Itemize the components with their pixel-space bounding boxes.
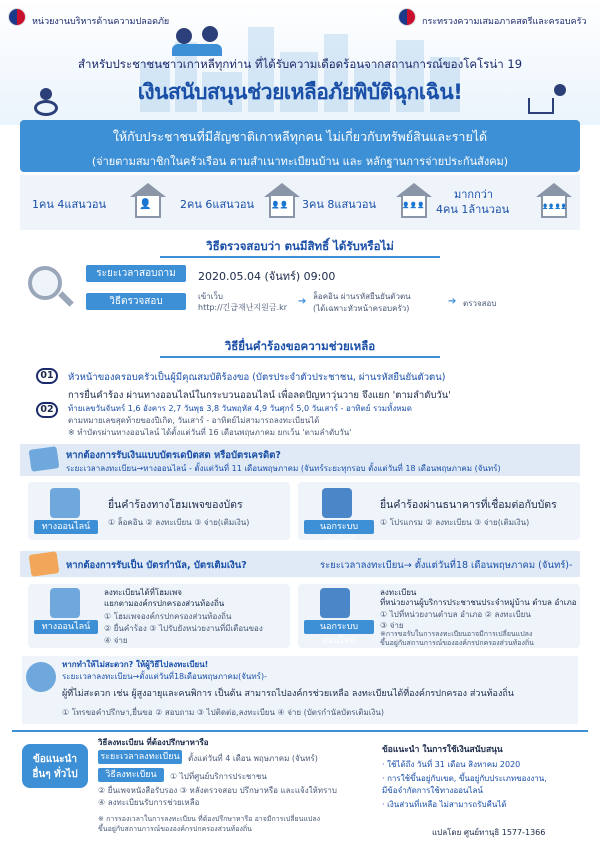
period-value: 2020.05.04 (จันทร์) 09:00	[198, 270, 336, 283]
gift-online-step2: ② ยื่นคำร้อง ③ ไปรับยังหน่วยงานที่มีเตือนของ	[104, 624, 263, 633]
credit-offline-steps: ① โปรแกรม ② ลงทะเบียน ③ จ่าย(เติมเงิน)	[380, 518, 530, 527]
usage-item-2: · การใช้ขึ้นอยู่กับเขต, ขึ้นอยู่กับประเภทของงาน,	[382, 774, 547, 783]
offline-tag: นอกระบบออนไลน์	[304, 520, 374, 534]
usage-item-1: · ใช้ได้ถึง วันที่ 31 เดือน สิงหาคม 2020	[382, 760, 521, 769]
monitor-icon	[50, 488, 80, 518]
online-tag: ทางออนไลน์	[34, 520, 98, 534]
footer-note2: ขึ้นอยู่กับสถานการณ์ขององค์กรปกครองส่วนท้องถิ่น	[98, 825, 252, 833]
credit-card-icon	[29, 446, 60, 472]
credit-subtitle: ระยะเวลาลงทะเบียน→ทางออนไลน์ - ตั้งแต่วันที่ 11 เดือนพฤษภาคม (จันทร์ระยะทุกรอบ ตั้งแต่วันที่ 18 เดือนพฤษภาคม (จันทร์)	[66, 464, 501, 473]
footer-step2: ② ยื่นเพจหนังสือรับรอง ③ หลังตรวจสอบ ปรึกษาหรือ และแจ้งให้ทราบ	[98, 786, 337, 795]
credit-card-band	[20, 444, 580, 476]
family-2-label: 2คน 6แสนวอน	[180, 198, 254, 211]
tip-label-1: ข้อแนะนำ	[33, 754, 77, 765]
right-org-name: กระทรวงความเสมอภาคสตรีและครอบครัว	[422, 17, 587, 27]
visit-subtitle: ระยะเวลาลงทะเบียน→ตั้งแต่วันที่18เดือนพฤษภาคม(จันทร์)-	[62, 672, 267, 681]
left-org-name: หน่วยงานบริหารด้านความปลอดภัย	[32, 17, 170, 27]
footer-period-tag: ระยะเวลาลงทะเบียน	[98, 750, 182, 764]
tip-badge	[22, 744, 88, 788]
online-tag: ทางออนไลน์	[34, 620, 98, 634]
gift-offline-title2: ที่หน่วยงานผู้บริการประชาชนประจำหมู่บ้าน ตำบล อำเภอ	[380, 598, 577, 607]
visit-body: ผู้ที่ไม่สะดวก เช่น ผู้สูงอายุและคนพิการ เป็นต้น สามารถไปองค์กรช่วยเหลือ ลงทะเบียนได้ที่องค์กรปกครอง ส่วนท้องถิ่น	[62, 689, 514, 699]
gift-online-title1: ลงทะเบียนได้ที่โฮมเพจ	[104, 588, 182, 597]
apply-step2-note: ตามหมายเลขสุดท้ายของปีเกิด, วันเสาร์ - อาทิตย์ไม่สามารถลงทะเบียนได้	[68, 416, 320, 425]
offline-tag: นอกระบบออนไลน์	[304, 620, 374, 634]
footer-step3: ④ ลงทะเบียนรับการช่วยเหลือ	[98, 798, 200, 807]
hero-title: เงินสนับสนุนช่วยเหลือภัยพิบัติฉุกเฉิน!	[137, 80, 463, 104]
footer-note1: ※ การรองเวลาในการลงทะเบียน ที่ต้องปรึกษาหารือ อาจมีการเปลี่ยนแปลง	[98, 815, 321, 823]
gift-offline-step1: ① ไปที่หน่วยงานตำบล อำเภอ ② ลงทะเบียน	[380, 610, 531, 619]
translation-credit: แปลโดย ศูนย์ทานุธิ 1577-1366	[432, 828, 546, 837]
apply-step2-text: การยื่นคำร้อง ผ่านทางออนไลน์ในกระบวนออนไลน์ เพื่อลดปัญหาวุ่นวาย จึงแยก 'ตามลำดับวัน'	[68, 390, 451, 401]
gift-online-step1: ① โฮมเพจองค์กรปกครองส่วนท้องถิ่น	[104, 612, 232, 621]
credit-online-card	[28, 482, 290, 540]
period-tag: ระยะเวลาสอบถาม	[86, 265, 186, 282]
family-4-label-top: มากกว่า	[454, 188, 494, 201]
arrow-right-icon: ➔	[298, 296, 307, 307]
government-emblem-icon	[398, 8, 416, 26]
family-1-label: 1คน 4แสนวอน	[32, 198, 106, 211]
house-icon: 👤👤👤	[396, 183, 432, 219]
wheelchair-icon	[26, 662, 56, 692]
family-4-label-bottom: 4คน 1ล้านวอน	[436, 203, 510, 216]
apply-step1-text: หัวหน้าของครอบครัวเป็นผู้มีคุณสมบัติร้องขอ (บัตรประจำตัวประชาชน, ผ่านรหัสยืนยันตัวตน)	[68, 372, 446, 383]
footer-step1: ① ไปที่ศูนย์บริการประชาชน	[170, 772, 267, 781]
step-number-02: 02	[36, 402, 58, 418]
gift-offline-card	[298, 584, 580, 648]
family-amounts	[20, 175, 580, 230]
apply-step2-detail: ท้ายเลขวันจันทร์ 1,6 อังคาร 2,7 วันพุธ 3,8 วันพฤหัส 4,9 วันศุกร์ 5,0 วันเสาร์ - อาทิตย์ รวมทั้งหมด	[68, 404, 412, 413]
gift-card-band	[20, 551, 580, 577]
website-link[interactable]: http://긴급재난지원금.kr	[198, 303, 288, 312]
visit-section	[22, 656, 578, 724]
bank-building-icon	[322, 488, 352, 518]
step2-label: ล็อคอิน ผ่านรหัสยืนยันตัวตน	[313, 292, 411, 301]
credit-online-title: ยื่นคำร้องทางโฮมเพจของบัตร	[108, 499, 243, 511]
gift-online-step3: ④ จ่าย	[104, 636, 128, 645]
usage-title: ข้อแนะนำ ในการใช้เงินสนับสนุน	[382, 745, 503, 755]
gift-card-icon	[29, 551, 60, 577]
credit-online-steps: ① ล็อคอิน ② ลงทะเบียน ③ จ่าย(เติมเงิน)	[108, 518, 250, 527]
gift-offline-title1: ลงทะเบียน	[380, 588, 417, 597]
footer-period-value: ตั้งแต่วันที่ 4 เดือน พฤษภาคม (จันทร์)	[188, 754, 318, 763]
footer-method-title: วิธีลงทะเบียน ที่ต้องปรึกษาหารือ	[98, 738, 209, 747]
apply-step2-online-note: ※ ทำบัตรผ่านทางออนไลน์ ได้ตั้งแต่วันที่ 16 เดือนพฤษภาคม ยกเว้น 'ตามลำดับวัน'	[68, 428, 352, 437]
apply-heading: วิธียื่นคำร้องขอความช่วยเหลือ	[160, 338, 440, 358]
gift-title: หากต้องการรับเป็น บัตรกำนัล, บัตรเติมเงิน?	[66, 560, 247, 571]
arrow-right-icon: ➔	[448, 296, 457, 307]
usage-item-4: · เงินส่วนที่เหลือ ไม่สามารถรับคืนได้	[382, 800, 507, 809]
method-tag: วิธีตรวจสอบ	[86, 293, 186, 310]
footer-method-tag: วิธีลงทะเบียน	[98, 768, 164, 782]
gift-offline-step2: ③ จ่าย	[380, 621, 404, 630]
gift-subtitle: ระยะเวลาลงทะเบียน→ ตั้งแต่วันที่18 เดือนพฤษภาคม (จันทร์)-	[320, 560, 573, 571]
eligibility-banner	[20, 120, 580, 172]
step-number-01: 01	[36, 368, 58, 384]
gift-offline-note2: ขึ้นอยู่กับสถานการณ์ขององค์กรปกครองส่วนท้องถิ่น	[380, 639, 534, 647]
house-icon: 👤	[130, 183, 166, 219]
visit-steps: ① โทรขอคำปรึกษา,ยื่นขอ ② สอบถาม ③ ไปติดต่อ,ลงทะเบียน ④ จ่าย (บัตรกำนัลบัตรเติมเงิน)	[62, 708, 384, 717]
gift-online-title2: แยกตามองค์กรปกครองส่วนท้องถิ่น	[104, 599, 225, 608]
credit-offline-card	[298, 482, 580, 546]
gift-offline-note1: ※การขอรับในการลงทะเบียนอาจมีการเปลี่ยนแปลง	[380, 630, 533, 638]
credit-offline-title: ยื่นคำร้องผ่านธนาคารที่เชื่อมต่อกับบัตร	[380, 499, 557, 511]
eligibility-line1: ให้กับประชาชนที่มีสัญชาติเกาหลีทุกคน ไม่เกี่ยวกับทรัพย์สินและรายได้	[112, 129, 488, 144]
step2-note: (ได้เฉพาะหัวหน้าครอบครัว)	[313, 304, 410, 313]
house-icon: 👤👤👤👤	[536, 183, 572, 219]
credit-title: หากต้องการรับเงินแบบบัตรเดบิตสด หรือบัตรเครดิต?	[66, 450, 281, 461]
eligibility-line2: (จ่ายตามสมาชิกในครัวเรือน ตามสำเนาทะเบียนบ้าน และ หลักฐานการจ่ายประกันสังคม)	[91, 155, 509, 168]
tip-label-2: อื่นๆ ทั่วไป	[32, 769, 78, 780]
cheering-people-illustration	[168, 22, 228, 56]
usage-item-3: มีข้อจำกัดการใช้ทางออนไลน์	[382, 786, 483, 795]
step3-label: ตรวจสอบ	[463, 299, 497, 308]
gift-online-card	[28, 584, 290, 648]
check-heading: วิธีตรวจสอบว่า ตนมีสิทธิ์ ได้รับหรือไม่	[160, 238, 440, 258]
office-building-icon	[320, 588, 350, 618]
step1-label: เข้าเว็บ	[198, 292, 223, 301]
monitor-icon	[50, 588, 80, 618]
hero-subtitle: สำหรับประชาชนชาวเกาหลีทุกท่าน ที่ได้รับความเดือดร้อนจากสถานการณ์ของโคโรน่า 19	[77, 57, 523, 71]
footer-section	[12, 730, 588, 838]
visit-title: หากทำให้ไม่สะดวก? ให้ผู้วิธีไปลงทะเบียน!	[62, 660, 209, 669]
government-emblem-icon	[8, 8, 26, 26]
house-icon: 👤👤	[264, 183, 300, 219]
family-3-label: 3คน 8แสนวอน	[302, 198, 376, 211]
magnifier-search-icon	[22, 264, 78, 312]
